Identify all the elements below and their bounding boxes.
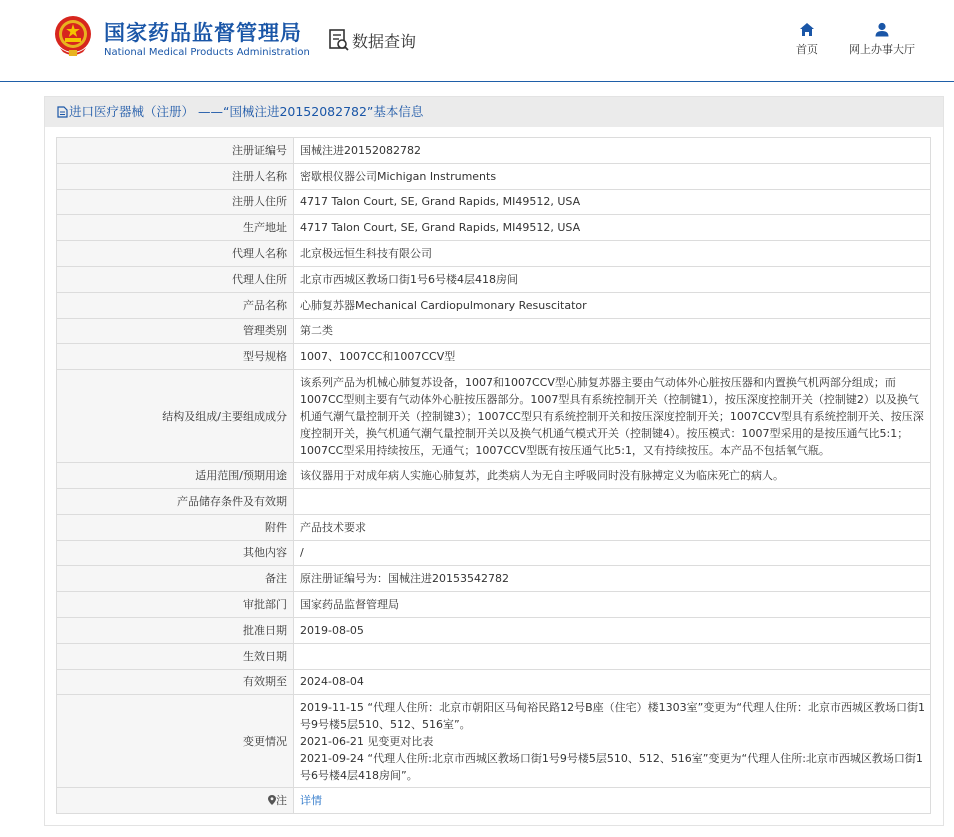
nav-online-office-link[interactable] [846, 22, 918, 57]
document-search-icon [328, 28, 350, 52]
row-value [294, 643, 931, 669]
row-label: 审批部门 [57, 592, 294, 618]
document-icon [57, 106, 68, 118]
row-value: 4717 Talon Court, SE, Grand Rapids, MI49512, USA [294, 189, 931, 215]
row-value: 该系列产品为机械心肺复苏设备，1007和1007CCV型心肺复苏器主要由气动体外心脏按压器和内置换气机两部分组成；而1007CC型则主要有气动体外心脏按压器部分。1007型具有系统控制开关（控制键1），按压深度控制开关（控制键2）以及换气机通气潮气量控制开关（控制键3）；1007CC型只有系统控制开关和按压深度控制开关；1007CCV型具有系统控制开关、按压深度控制开关，换气机通气潮气量控制开关以及换气机通气模式开关（控制键4）。按压模式：1007型采用的是按压通气比5:1；1007CC型采用持续按压，无通气；1007CCV型既有按压通气比5:1，又有持续按压。本产品不包括氧气瓶。 [294, 370, 931, 463]
row-label: 注册人住所 [57, 189, 294, 215]
row-value: 2019-08-05 [294, 617, 931, 643]
row-value: 1007、1007CC和1007CCV型 [294, 344, 931, 370]
table-row [57, 514, 931, 540]
changes-value [294, 695, 931, 788]
row-label: 注册证编号 [57, 138, 294, 164]
row-value: 第二类 [294, 318, 931, 344]
row-value: 国家药品监督管理局 [294, 592, 931, 618]
change-entry: 2021-09-24 “代理人住所:北京市西城区教场口街1号9号楼5层510、512、516室”变更为“代理人住所:北京市西城区教场口街1号6号楼4层418房间”。 [300, 752, 923, 783]
user-icon [874, 22, 890, 37]
row-value: 密歇根仪器公司Michigan Instruments [294, 163, 931, 189]
nav-online-office-label: 网上办事大厅 [849, 43, 915, 56]
details-link[interactable]: 详情 [300, 794, 322, 808]
table-row [57, 592, 931, 618]
page-title: 进口医疗器械（注册） ——“国械注进20152082782”基本信息 [69, 104, 424, 119]
table-row [57, 138, 931, 164]
section-title: 数据查询 [352, 32, 417, 51]
row-value: 北京市西城区教场口街1号6号楼4层418房间 [294, 266, 931, 292]
org-name-en: National Medical Products Administration [104, 47, 310, 58]
row-label: 批准日期 [57, 617, 294, 643]
row-label: 结构及组成/主要组成成分 [57, 370, 294, 463]
table-row [57, 344, 931, 370]
row-label: 管理类别 [57, 318, 294, 344]
table-row [57, 318, 931, 344]
row-value: 国械注进20152082782 [294, 138, 931, 164]
row-label: 适用范围/预期用途 [57, 463, 294, 489]
change-entry: 2021-06-21 见变更对比表 [300, 735, 434, 749]
table-row [57, 215, 931, 241]
detail-panel [44, 96, 944, 826]
note-value [294, 788, 931, 814]
table-row [57, 540, 931, 566]
registration-info-table [56, 137, 931, 814]
row-value: 心肺复苏器Mechanical Cardiopulmonary Resuscitator [294, 292, 931, 318]
site-header [0, 0, 954, 82]
table-row [57, 189, 931, 215]
row-value [294, 488, 931, 514]
nav-home-label: 首页 [796, 43, 818, 56]
changes-label: 变更情况 [57, 695, 294, 788]
table-row [57, 463, 931, 489]
national-emblem-icon [52, 14, 94, 58]
row-label: 代理人住所 [57, 266, 294, 292]
row-value: 北京极远恒生科技有限公司 [294, 241, 931, 267]
home-icon [799, 22, 815, 37]
change-entry: 2019-11-15 “代理人住所：北京市朝阳区马甸裕民路12号B座（住宅）楼1303室”变更为“代理人住所：北京市西城区教场口街1号9号楼5层510、512、516室”。 [300, 701, 926, 732]
row-value: 2024-08-04 [294, 669, 931, 695]
row-value: 产品技术要求 [294, 514, 931, 540]
row-label: 代理人名称 [57, 241, 294, 267]
row-label: 备注 [57, 566, 294, 592]
row-value: 原注册证编号为：国械注进20153542782 [294, 566, 931, 592]
table-row [57, 488, 931, 514]
table-row [57, 370, 931, 463]
table-row-note [57, 788, 931, 814]
table-row [57, 566, 931, 592]
row-label: 型号规格 [57, 344, 294, 370]
table-row [57, 292, 931, 318]
row-value: / [294, 540, 931, 566]
table-row [57, 163, 931, 189]
row-label: 生效日期 [57, 643, 294, 669]
map-pin-icon [268, 795, 276, 805]
detail-title-bar [45, 97, 943, 127]
table-row [57, 669, 931, 695]
nav-home-link[interactable] [790, 22, 824, 57]
table-row [57, 617, 931, 643]
note-label-cell [57, 788, 294, 814]
row-label: 产品储存条件及有效期 [57, 488, 294, 514]
row-label: 生产地址 [57, 215, 294, 241]
row-label: 产品名称 [57, 292, 294, 318]
row-label: 附件 [57, 514, 294, 540]
org-name-cn: 国家药品监督管理局 [104, 21, 302, 45]
table-row [57, 266, 931, 292]
note-label: 注 [276, 794, 287, 808]
row-value: 4717 Talon Court, SE, Grand Rapids, MI49512, USA [294, 215, 931, 241]
table-row [57, 241, 931, 267]
row-value: 该仪器用于对成年病人实施心肺复苏，此类病人为无自主呼吸同时没有脉搏定义为临床死亡的病人。 [294, 463, 931, 489]
row-label: 注册人名称 [57, 163, 294, 189]
table-row-changes [57, 695, 931, 788]
row-label: 有效期至 [57, 669, 294, 695]
row-label: 其他内容 [57, 540, 294, 566]
table-row [57, 643, 931, 669]
